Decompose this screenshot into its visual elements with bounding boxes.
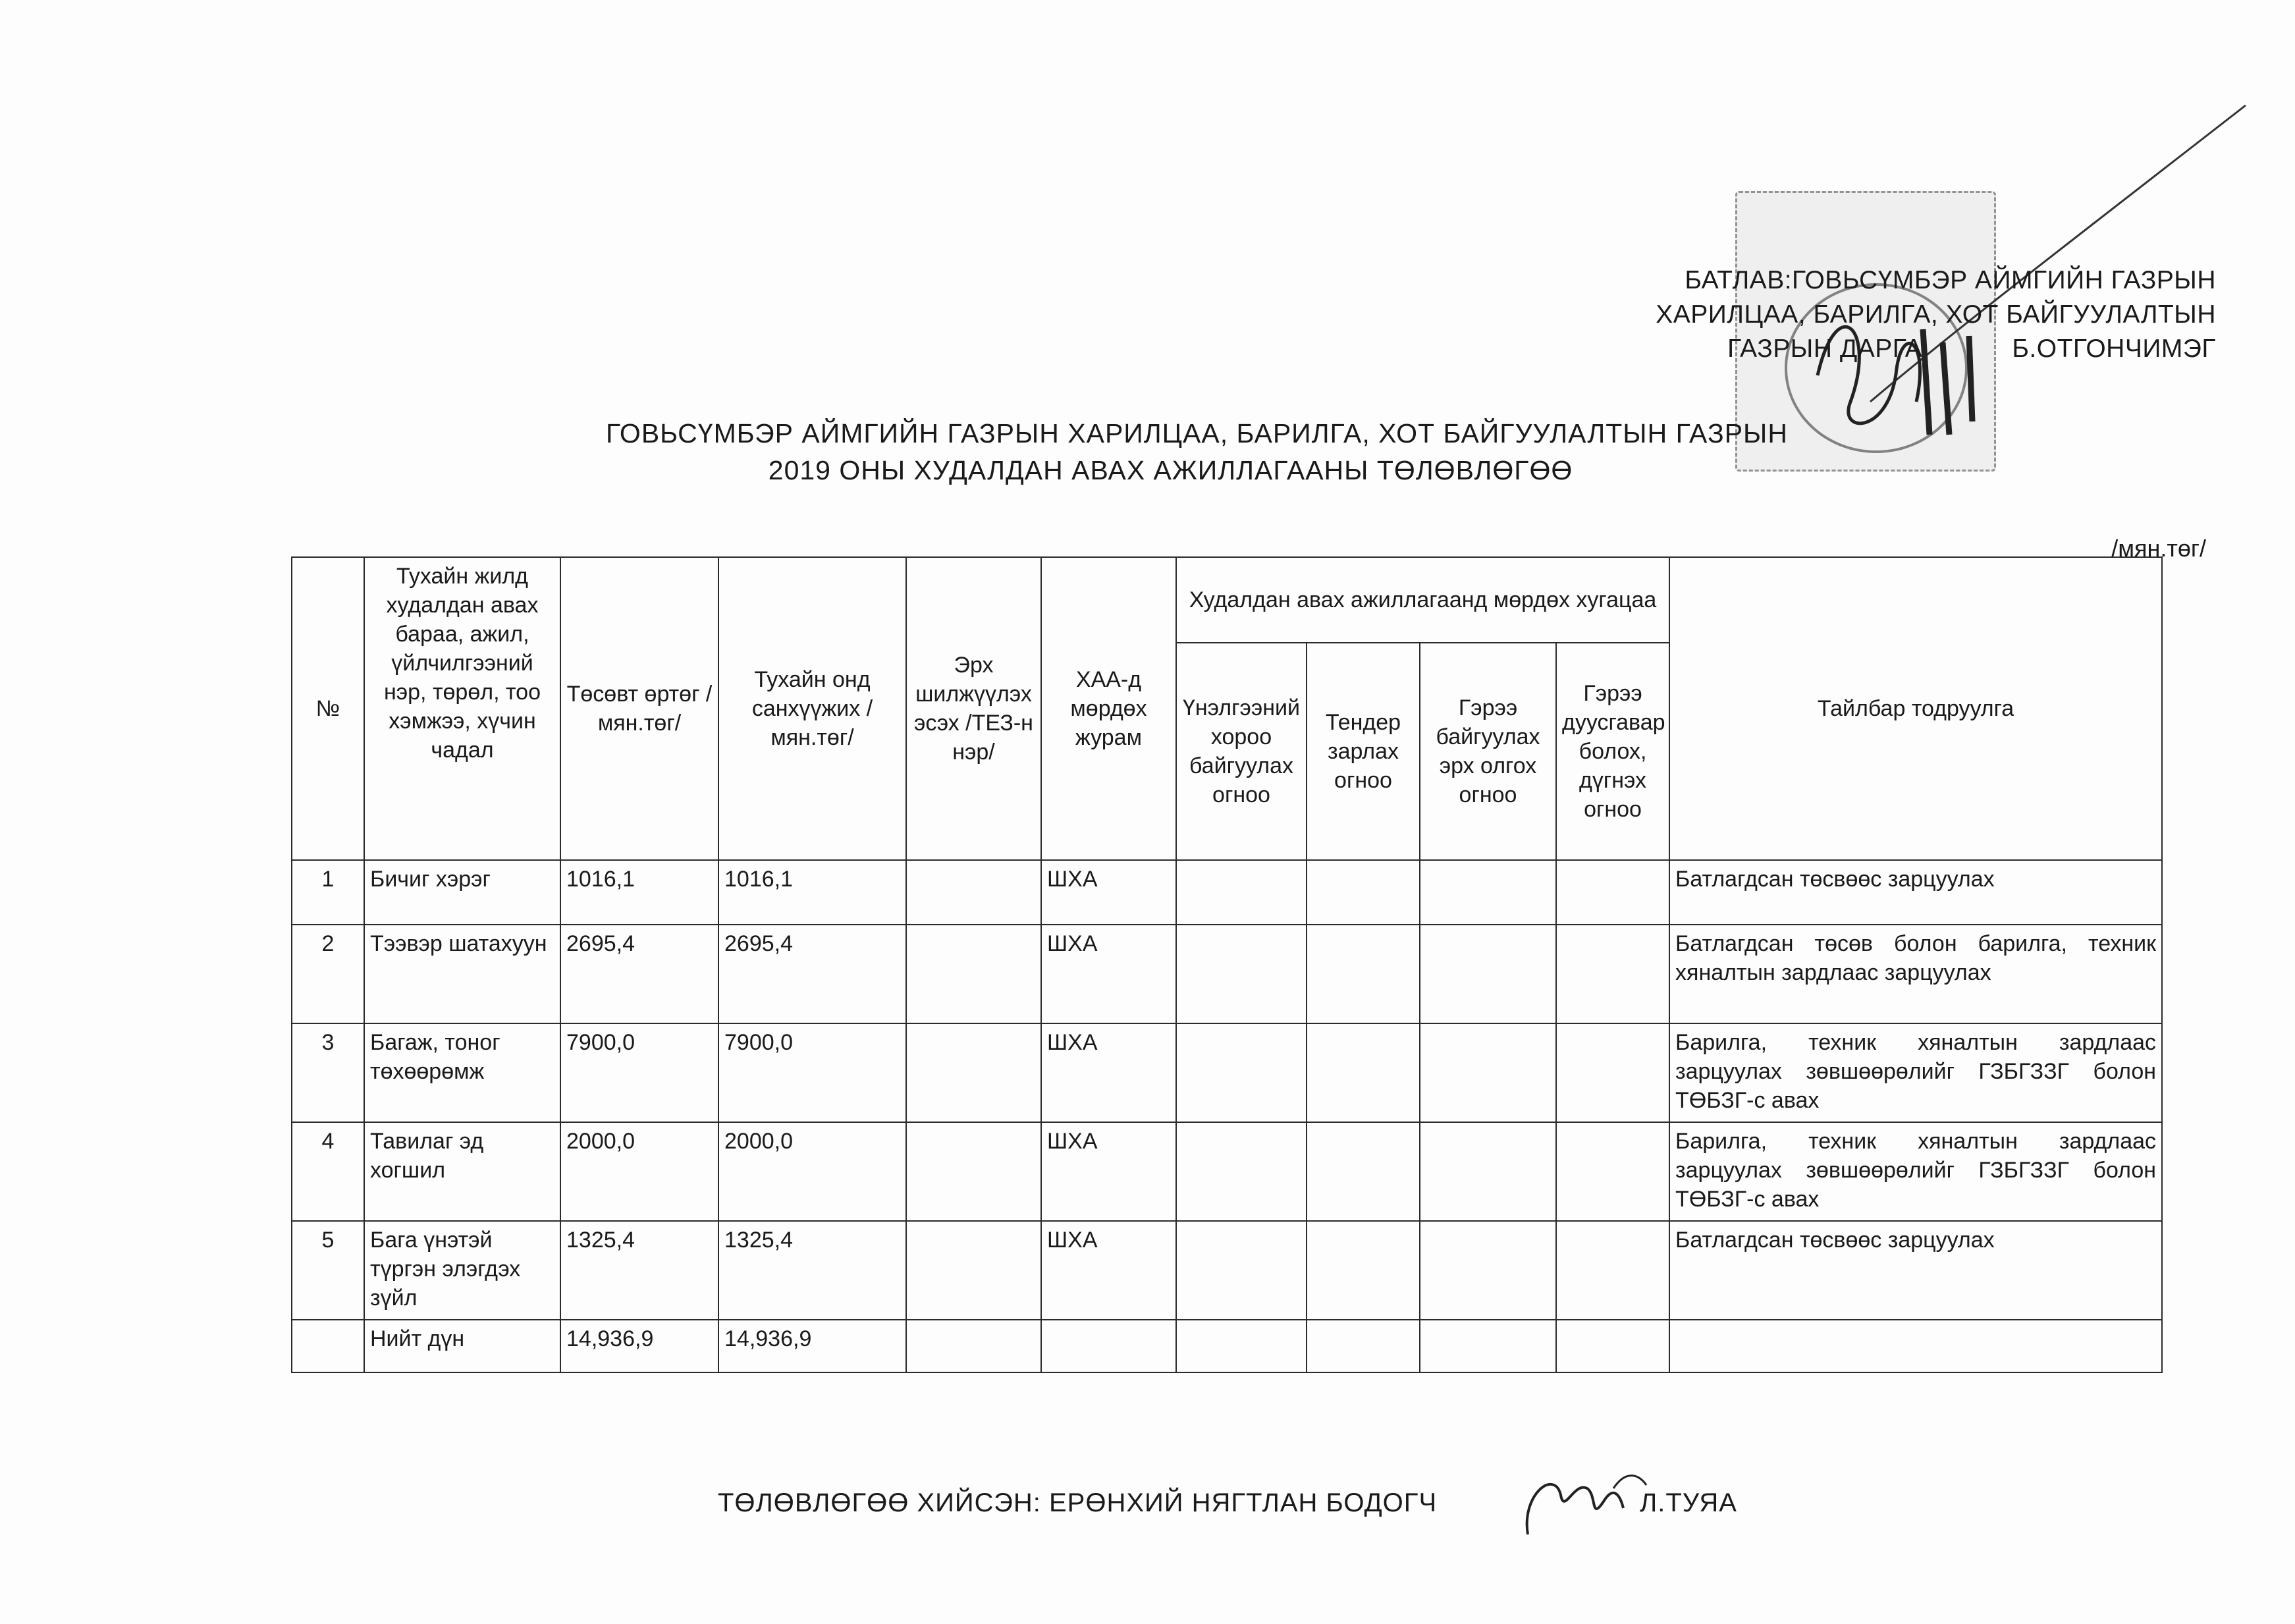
row-t3 xyxy=(1420,1023,1556,1122)
header-funding: Тухайн онд санхүүжих /мян.төг/ xyxy=(718,557,906,860)
row-t4 xyxy=(1556,1023,1669,1122)
total-t2 xyxy=(1307,1320,1420,1372)
row-authority xyxy=(906,1122,1041,1221)
row-estimate: 2695,4 xyxy=(560,925,718,1023)
row-num: 4 xyxy=(292,1122,364,1221)
row-authority xyxy=(906,1221,1041,1320)
row-t2 xyxy=(1307,1023,1420,1122)
row-t4 xyxy=(1556,1122,1669,1221)
table-row xyxy=(292,1221,2162,1320)
table-row xyxy=(292,1023,2162,1122)
approval-block xyxy=(1515,263,2216,366)
table-row xyxy=(292,860,2162,925)
row-authority xyxy=(906,860,1041,925)
row-t4 xyxy=(1556,860,1669,925)
row-procedure: ШХА xyxy=(1041,1122,1176,1221)
row-item: Бичиг хэрэг xyxy=(364,860,560,925)
table-row xyxy=(292,925,2162,1023)
header-t1: Үнэлгээний хороо байгуулах огноо xyxy=(1176,643,1307,860)
row-t2 xyxy=(1307,925,1420,1023)
row-procedure: ШХА xyxy=(1041,1023,1176,1122)
row-note: Батлагдсан төсөв болон барилга, техник хяналтын зардлаас зарцуулах xyxy=(1669,925,2162,1023)
total-row xyxy=(292,1320,2162,1372)
row-procedure: ШХА xyxy=(1041,860,1176,925)
header-authority: Эрх шилжүүлэх эсэх /ТЕЗ-н нэр/ xyxy=(906,557,1041,860)
row-note: Батлагдсан төсвөөс зарцуулах xyxy=(1669,860,2162,925)
row-t2 xyxy=(1307,860,1420,925)
row-note: Барилга, техник хяналтын зардлаас зарцуулах зөвшөөрөлийг ГЗБГЗЗГ болон ТӨБЗГ-с авах xyxy=(1669,1122,2162,1221)
total-estimate: 14,936,9 xyxy=(560,1320,718,1372)
row-item: Тээвэр шатахуун xyxy=(364,925,560,1023)
title-line-2: 2019 ОНЫ ХУДАЛДАН АВАХ АЖИЛЛАГААНЫ ТӨЛӨВЛӨГӨӨ xyxy=(768,455,1573,485)
header-note: Тайлбар тодруулга xyxy=(1669,557,2162,860)
row-funding: 2695,4 xyxy=(718,925,906,1023)
row-t1 xyxy=(1176,1221,1307,1320)
header-timeline: Худалдан авах ажиллагаанд мөрдөх хугацаа xyxy=(1176,557,1669,643)
row-estimate: 1325,4 xyxy=(560,1221,718,1320)
row-item: Тавилаг эд хогшил xyxy=(364,1122,560,1221)
row-num: 2 xyxy=(292,925,364,1023)
header-t4: Гэрээ дуусгавар болох, дүгнэх огноо xyxy=(1556,643,1669,860)
header-num: № xyxy=(292,557,364,860)
row-t1 xyxy=(1176,925,1307,1023)
row-t2 xyxy=(1307,1122,1420,1221)
row-t3 xyxy=(1420,860,1556,925)
header-procedure: ХАА-д мөрдөх журам xyxy=(1041,557,1176,860)
row-num: 3 xyxy=(292,1023,364,1122)
row-item: Бага үнэтэй түргэн элэгдэх зүйл xyxy=(364,1221,560,1320)
row-t3 xyxy=(1420,1221,1556,1320)
prepared-by-label: ТӨЛӨВЛӨГӨӨ ХИЙСЭН: ЕРӨНХИЙ НЯГТЛАН БОДОГЧ xyxy=(718,1488,1438,1517)
header-estimate: Төсөвт өртөг /мян.төг/ xyxy=(560,557,718,860)
row-funding: 1016,1 xyxy=(718,860,906,925)
approval-line-2: ХАРИЛЦАА, БАРИЛГА, ХОТ БАЙГУУЛАЛТЫН xyxy=(1656,300,2216,329)
header-t3: Гэрээ байгуулах эрх олгох огноо xyxy=(1420,643,1556,860)
header-item: Тухайн жилд худалдан авах бараа, ажил, үйлчилгээний нэр, төрөл, тоо хэмжээ, хүчин чадал xyxy=(364,557,560,860)
row-num: 1 xyxy=(292,860,364,925)
row-t3 xyxy=(1420,1122,1556,1221)
table-row xyxy=(292,1122,2162,1221)
total-note xyxy=(1669,1320,2162,1372)
row-t1 xyxy=(1176,860,1307,925)
row-num: 5 xyxy=(292,1221,364,1320)
total-num xyxy=(292,1320,364,1372)
row-estimate: 2000,0 xyxy=(560,1122,718,1221)
row-t4 xyxy=(1556,925,1669,1023)
row-funding: 7900,0 xyxy=(718,1023,906,1122)
total-t4 xyxy=(1556,1320,1669,1372)
header-t2: Тендер зарлах огноо xyxy=(1307,643,1420,860)
row-estimate: 7900,0 xyxy=(560,1023,718,1122)
prepared-by-name: Л.ТУЯА xyxy=(1640,1488,1737,1517)
row-item: Багаж, тоног төхөөрөмж xyxy=(364,1023,560,1122)
total-t3 xyxy=(1420,1320,1556,1372)
title-line-1: ГОВЬСҮМБЭР АЙМГИЙН ГАЗРЫН ХАРИЛЦАА, БАРИЛГА, ХОТ БАЙГУУЛАЛТЫН ГАЗРЫН xyxy=(606,418,1788,448)
row-t3 xyxy=(1420,925,1556,1023)
approval-line-3: ГАЗРЫН ДАРГА Б.ОТГОНЧИМЭГ xyxy=(1727,335,2216,363)
total-t1 xyxy=(1176,1320,1307,1372)
row-authority xyxy=(906,1023,1041,1122)
row-procedure: ШХА xyxy=(1041,925,1176,1023)
row-note: Барилга, техник хяналтын зардлаас зарцуулах зөвшөөрөлийг ГЗБГЗЗГ болон ТӨБЗГ-с авах xyxy=(1669,1023,2162,1122)
total-funding: 14,936,9 xyxy=(718,1320,906,1372)
row-t2 xyxy=(1307,1221,1420,1320)
row-t1 xyxy=(1176,1023,1307,1122)
row-estimate: 1016,1 xyxy=(560,860,718,925)
total-procedure xyxy=(1041,1320,1176,1372)
row-procedure: ШХА xyxy=(1041,1221,1176,1320)
row-authority xyxy=(906,925,1041,1023)
total-authority xyxy=(906,1320,1041,1372)
unit-label: /мян.төг/ xyxy=(2111,535,2206,562)
row-t1 xyxy=(1176,1122,1307,1221)
accountant-signature xyxy=(1515,1455,1660,1541)
procurement-plan-table xyxy=(291,556,2163,1373)
approval-line-1: БАТЛАВ:ГОВЬСҮМБЭР АЙМГИЙН ГАЗРЫН xyxy=(1685,266,2216,294)
row-funding: 1325,4 xyxy=(718,1221,906,1320)
document-title xyxy=(0,415,2295,489)
total-label: Нийт дүн xyxy=(364,1320,560,1372)
row-note: Батлагдсан төсвөөс зарцуулах xyxy=(1669,1221,2162,1320)
row-t4 xyxy=(1556,1221,1669,1320)
row-funding: 2000,0 xyxy=(718,1122,906,1221)
